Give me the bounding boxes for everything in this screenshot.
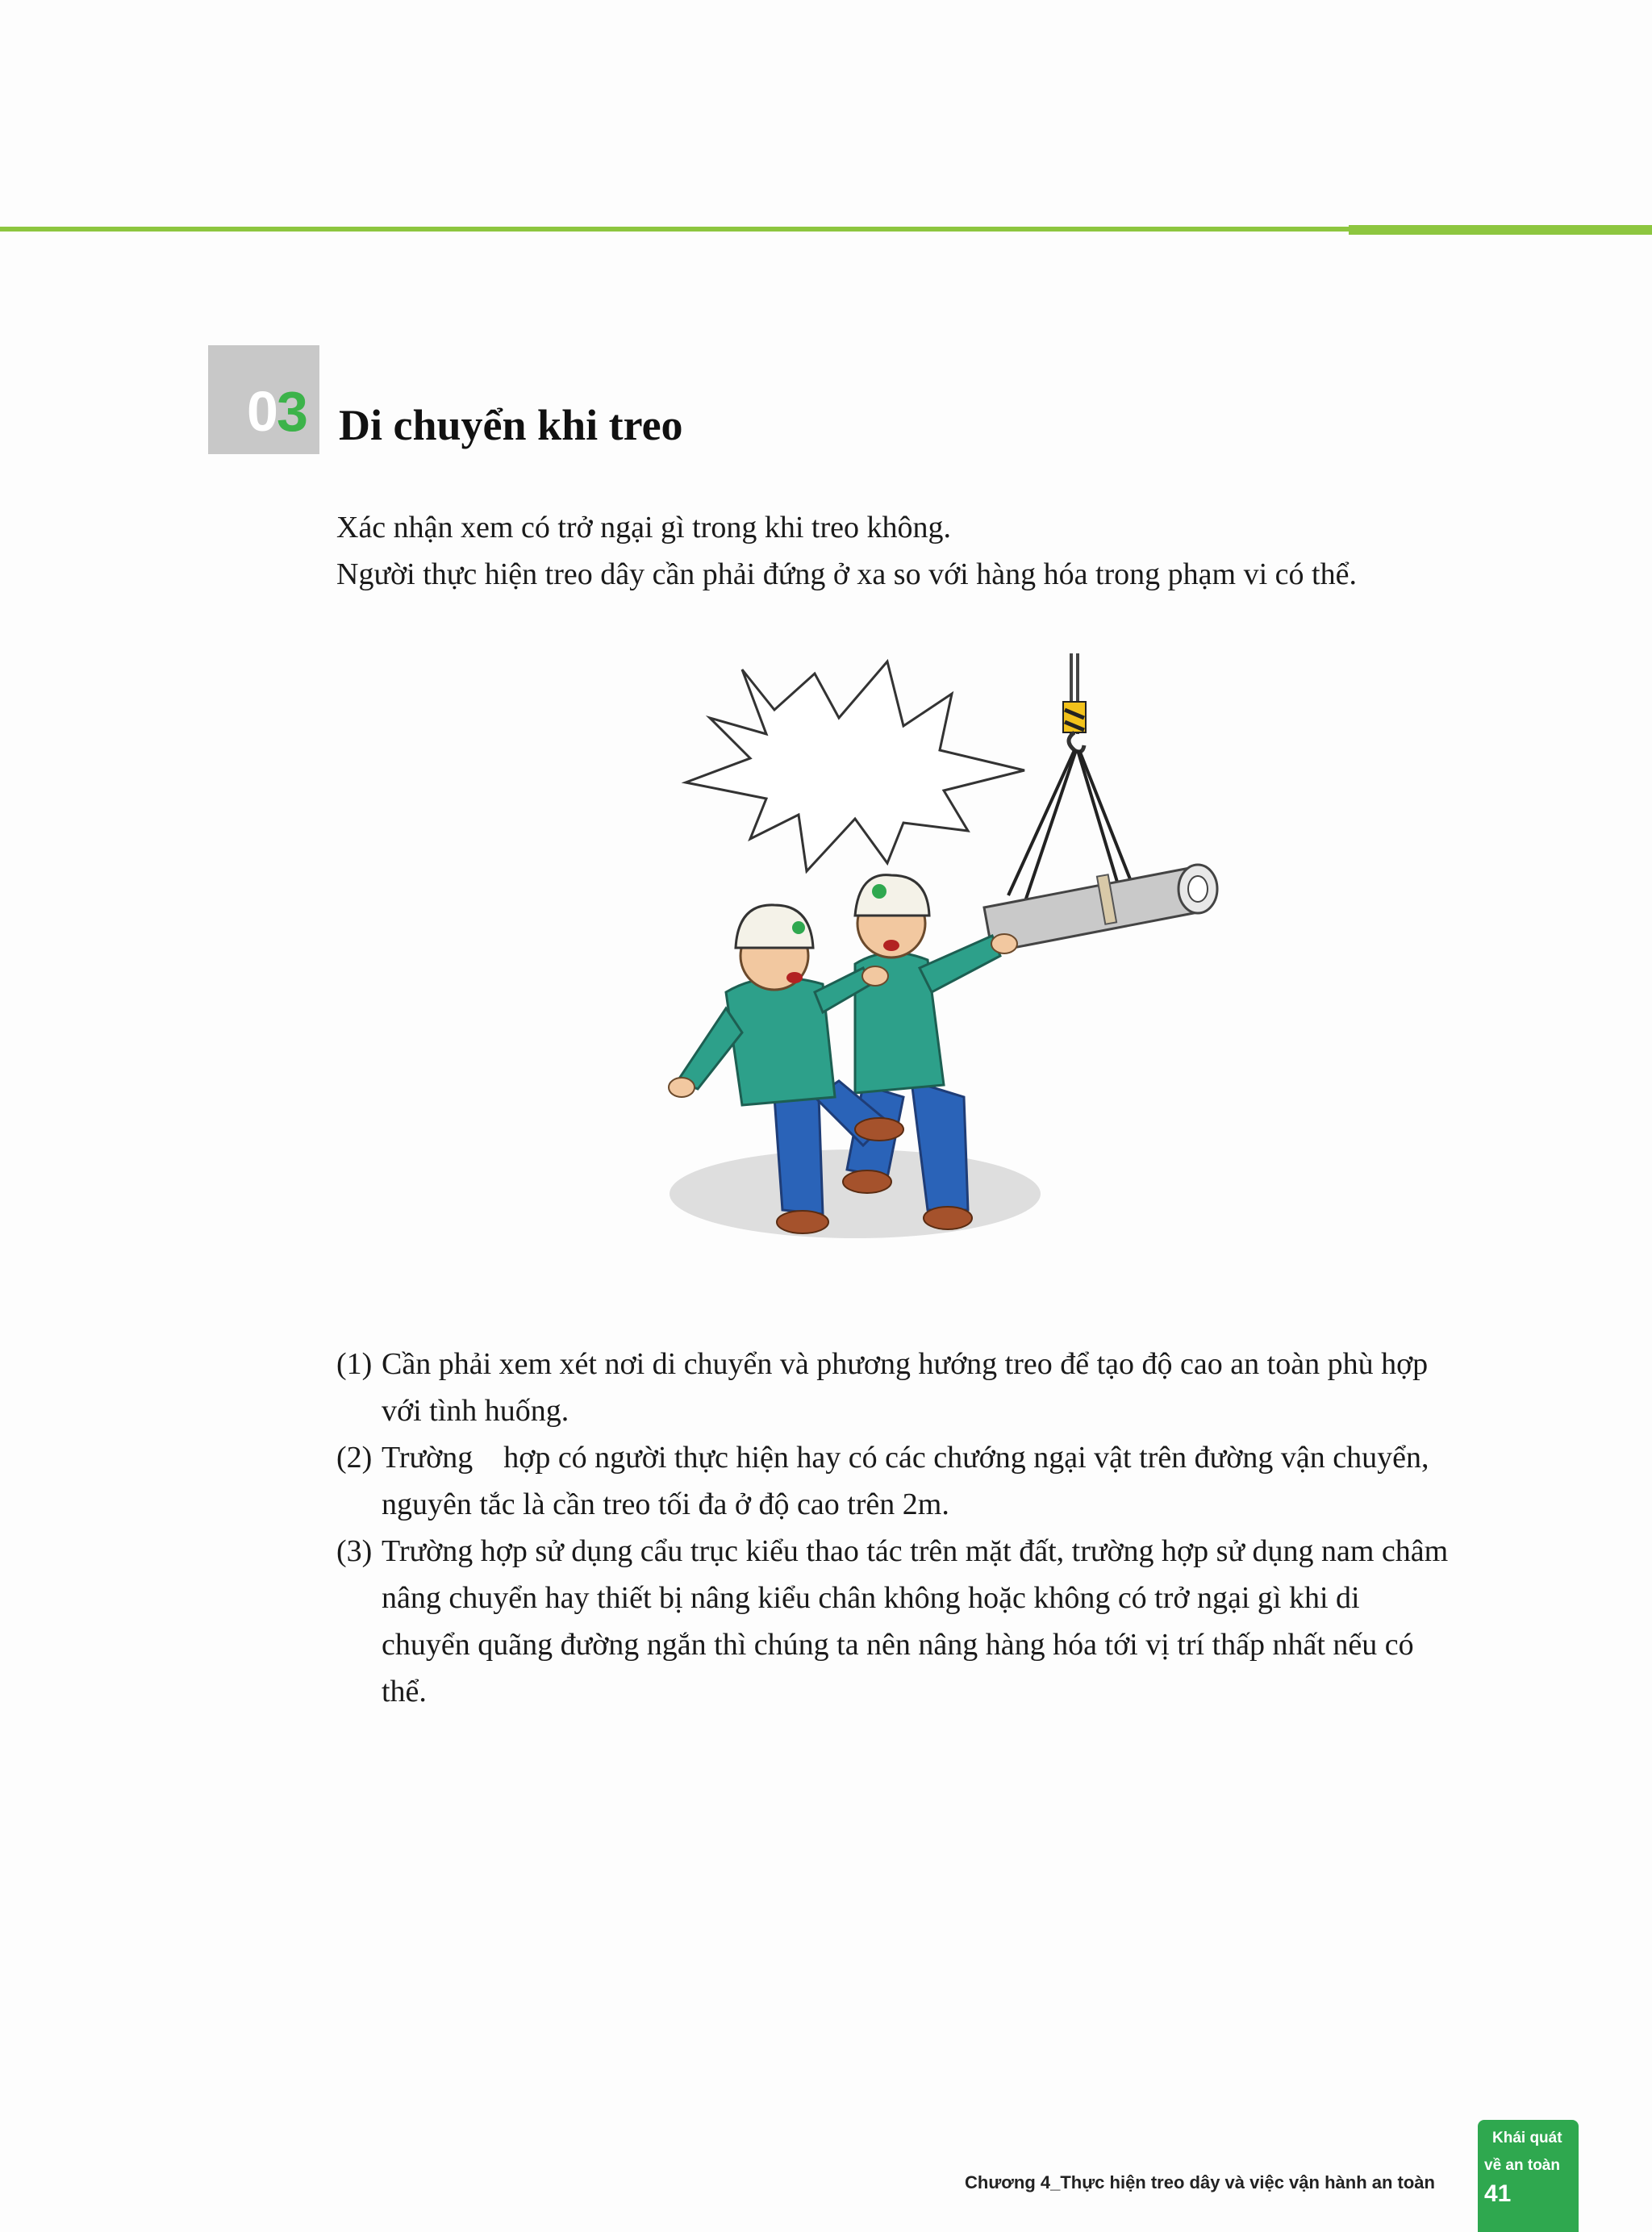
sling-left-2 [1024,750,1076,903]
rule-line: nâng chuyển hay thiết bị nâng kiểu chân không hoặc không có trở ngại gì khi di [382,1581,1360,1615]
rule-number: (1) [336,1347,373,1381]
sling-right-2 [1079,750,1133,887]
intro-paragraph [336,504,1357,598]
rule-item-1 [336,1341,1530,1434]
rule-item-3 [336,1528,1530,1715]
header-rule [0,227,1349,232]
rule-line: thể. [382,1675,427,1708]
section-number-second-digit: 3 [276,380,307,443]
header-rule-accent [1349,225,1652,235]
section-number-first-digit: 0 [247,380,277,443]
intro-line-2: Người thực hiện treo dây cần phải đứng ở xa so với hàng hóa trong phạm vi có thể. [336,557,1357,591]
footer-chapter-title: Chương 4_Thực hiện treo dây và việc vận hành an toàn [965,2172,1435,2192]
page-number: 41 [1484,2180,1512,2207]
sling-right [1078,750,1121,895]
rule-line: Trường hợp sử dụng cẩu trục kiểu thao tác trên mặt đất, trường hợp sử dụng nam châm [382,1534,1449,1568]
rules-list [336,1341,1530,1715]
crane-hook-icon [1069,732,1084,752]
exclamation-burst-icon [686,661,1024,871]
rule-line: Trường hợp có người thực hiện hay có các chướng ngại vật trên đường vận chuyển, [382,1441,1429,1475]
section-number [247,380,307,443]
rule-number: (2) [336,1441,373,1475]
section-title: Di chuyển khi treo [339,401,683,449]
rule-line: Cần phải xem xét nơi di chuyển và phương hướng treo để tạo độ cao an toàn phù hợp [382,1347,1429,1381]
rule-line: nguyên tắc là cần treo tối đa ở độ cao trên 2m. [382,1487,949,1521]
page-tab [1478,2120,1579,2232]
tab-section-label-2: về an toàn [1484,2157,1560,2174]
tab-section-label-1: Khái quát [1492,2130,1562,2146]
workers-illustration [645,645,1226,1275]
rule-line: với tình huống. [382,1394,569,1428]
rule-item-2 [336,1434,1530,1528]
rule-line: chuyển quãng đường ngắn thì chúng ta nên nâng hàng hóa tới vị trí thấp nhất nếu có [382,1628,1414,1662]
intro-line-1: Xác nhận xem có trở ngại gì trong khi treo không. [336,511,951,544]
rule-number: (3) [336,1534,373,1568]
